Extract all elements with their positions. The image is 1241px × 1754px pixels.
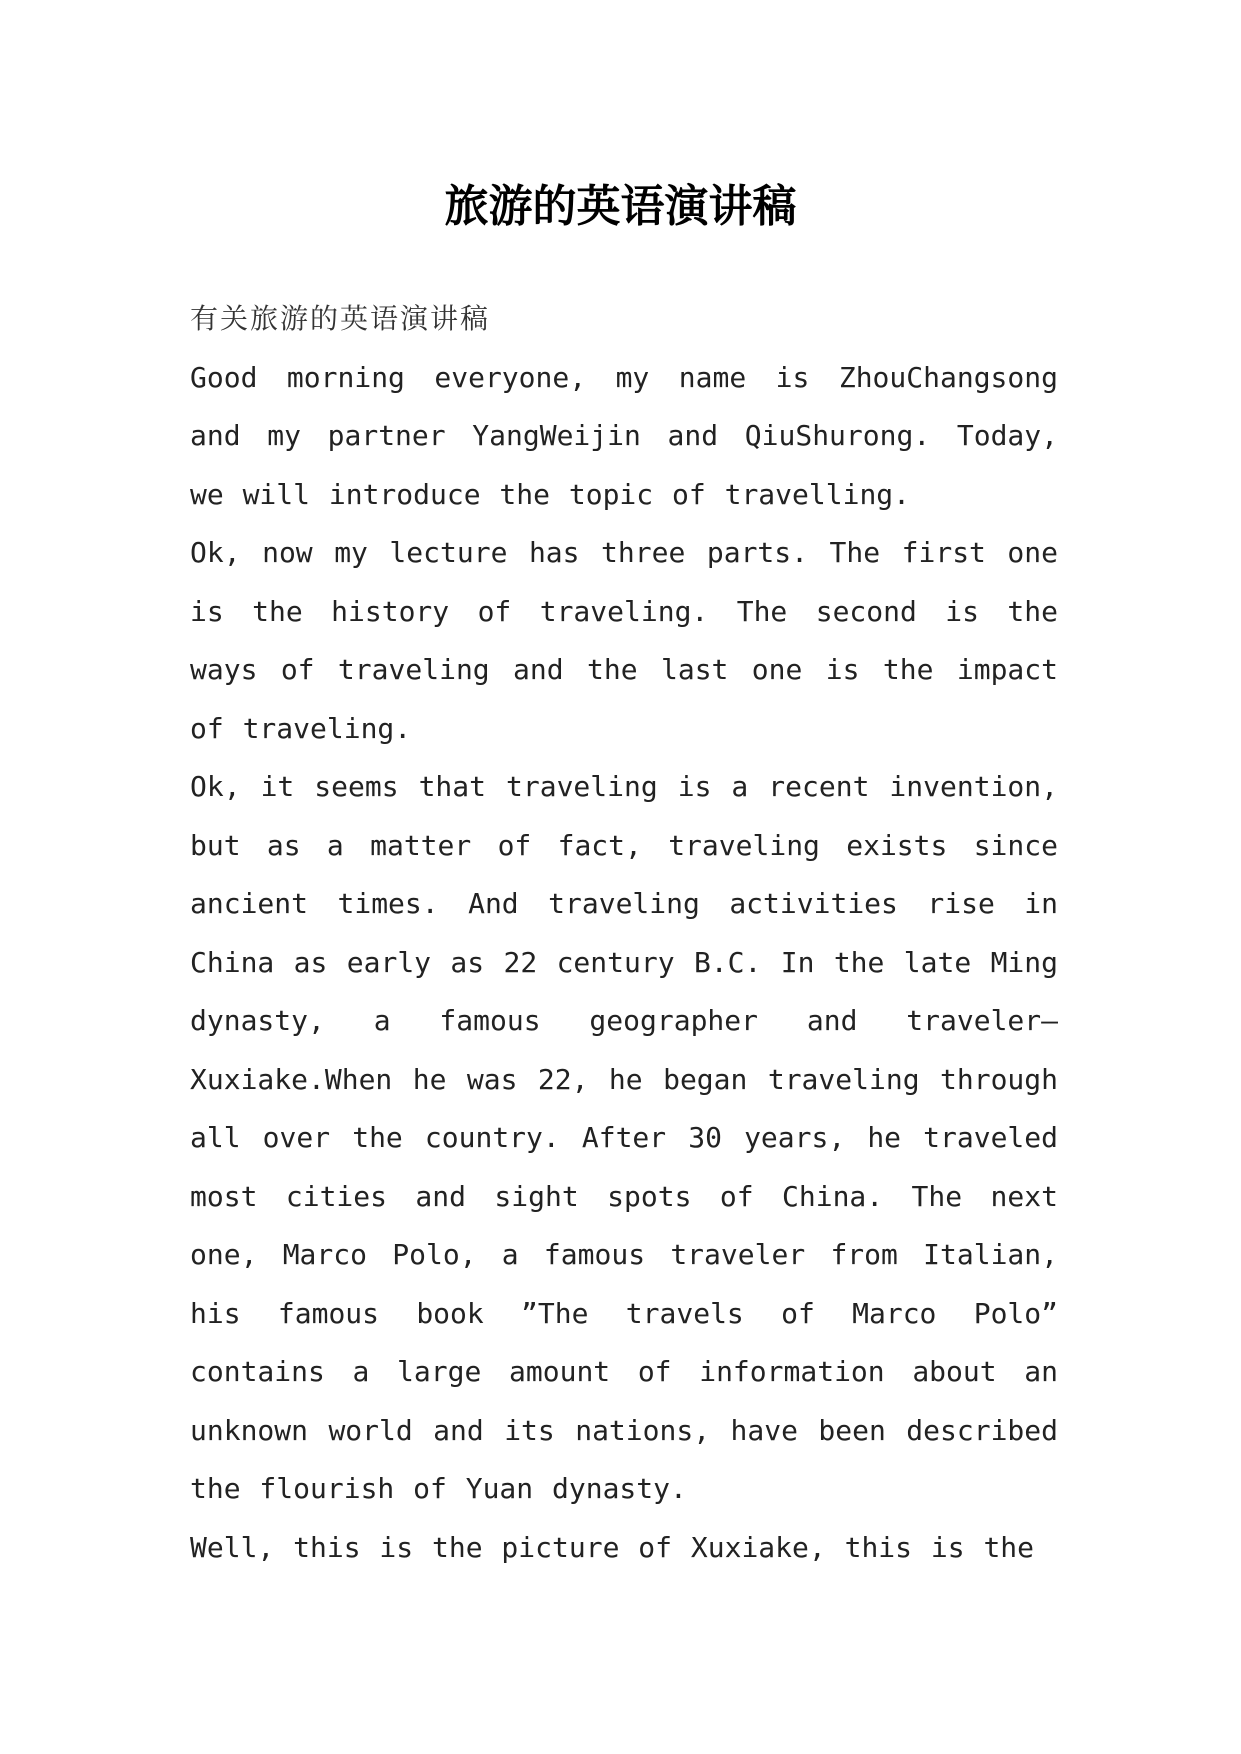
paragraph-picture: Well, this is the picture of Xuxiake, this is the [190, 1530, 1035, 1564]
paragraph-introduction: Good morning everyone, my name is ZhouChangsong and my partner YangWeijin and QiuShurong. Today, we will introduce the topic of travelling. [190, 360, 1058, 511]
paragraph-subtitle: 有关旅游的英语演讲稿 [190, 302, 491, 335]
paragraph-lecture-parts: Ok, now my lecture has three parts. The first one is the history of traveling. The second is the ways of traveling and the last one is the impact of traveling. [190, 536, 1058, 745]
paragraph-history: Ok, it seems that traveling is a recent invention, but as a matter of fact, traveling exists since ancient times. And traveling activities rise in China as early as 22 century B.C. In the late Ming dynasty, a famous geographer and traveler—Xuxiake.When he was 22, he began traveling through all over the country. After 30 years, he traveled most cities and sight spots of China. The next one, Marco Polo, a famous traveler from Italian, his famous book ”The travels of Marco Polo” contains a large amount of information about an unknown world and its nations, have been described the flourish of Yuan dynasty. [190, 770, 1058, 1505]
document-title: 旅游的英语演讲稿 [444, 181, 797, 233]
document-body [190, 290, 1058, 1577]
